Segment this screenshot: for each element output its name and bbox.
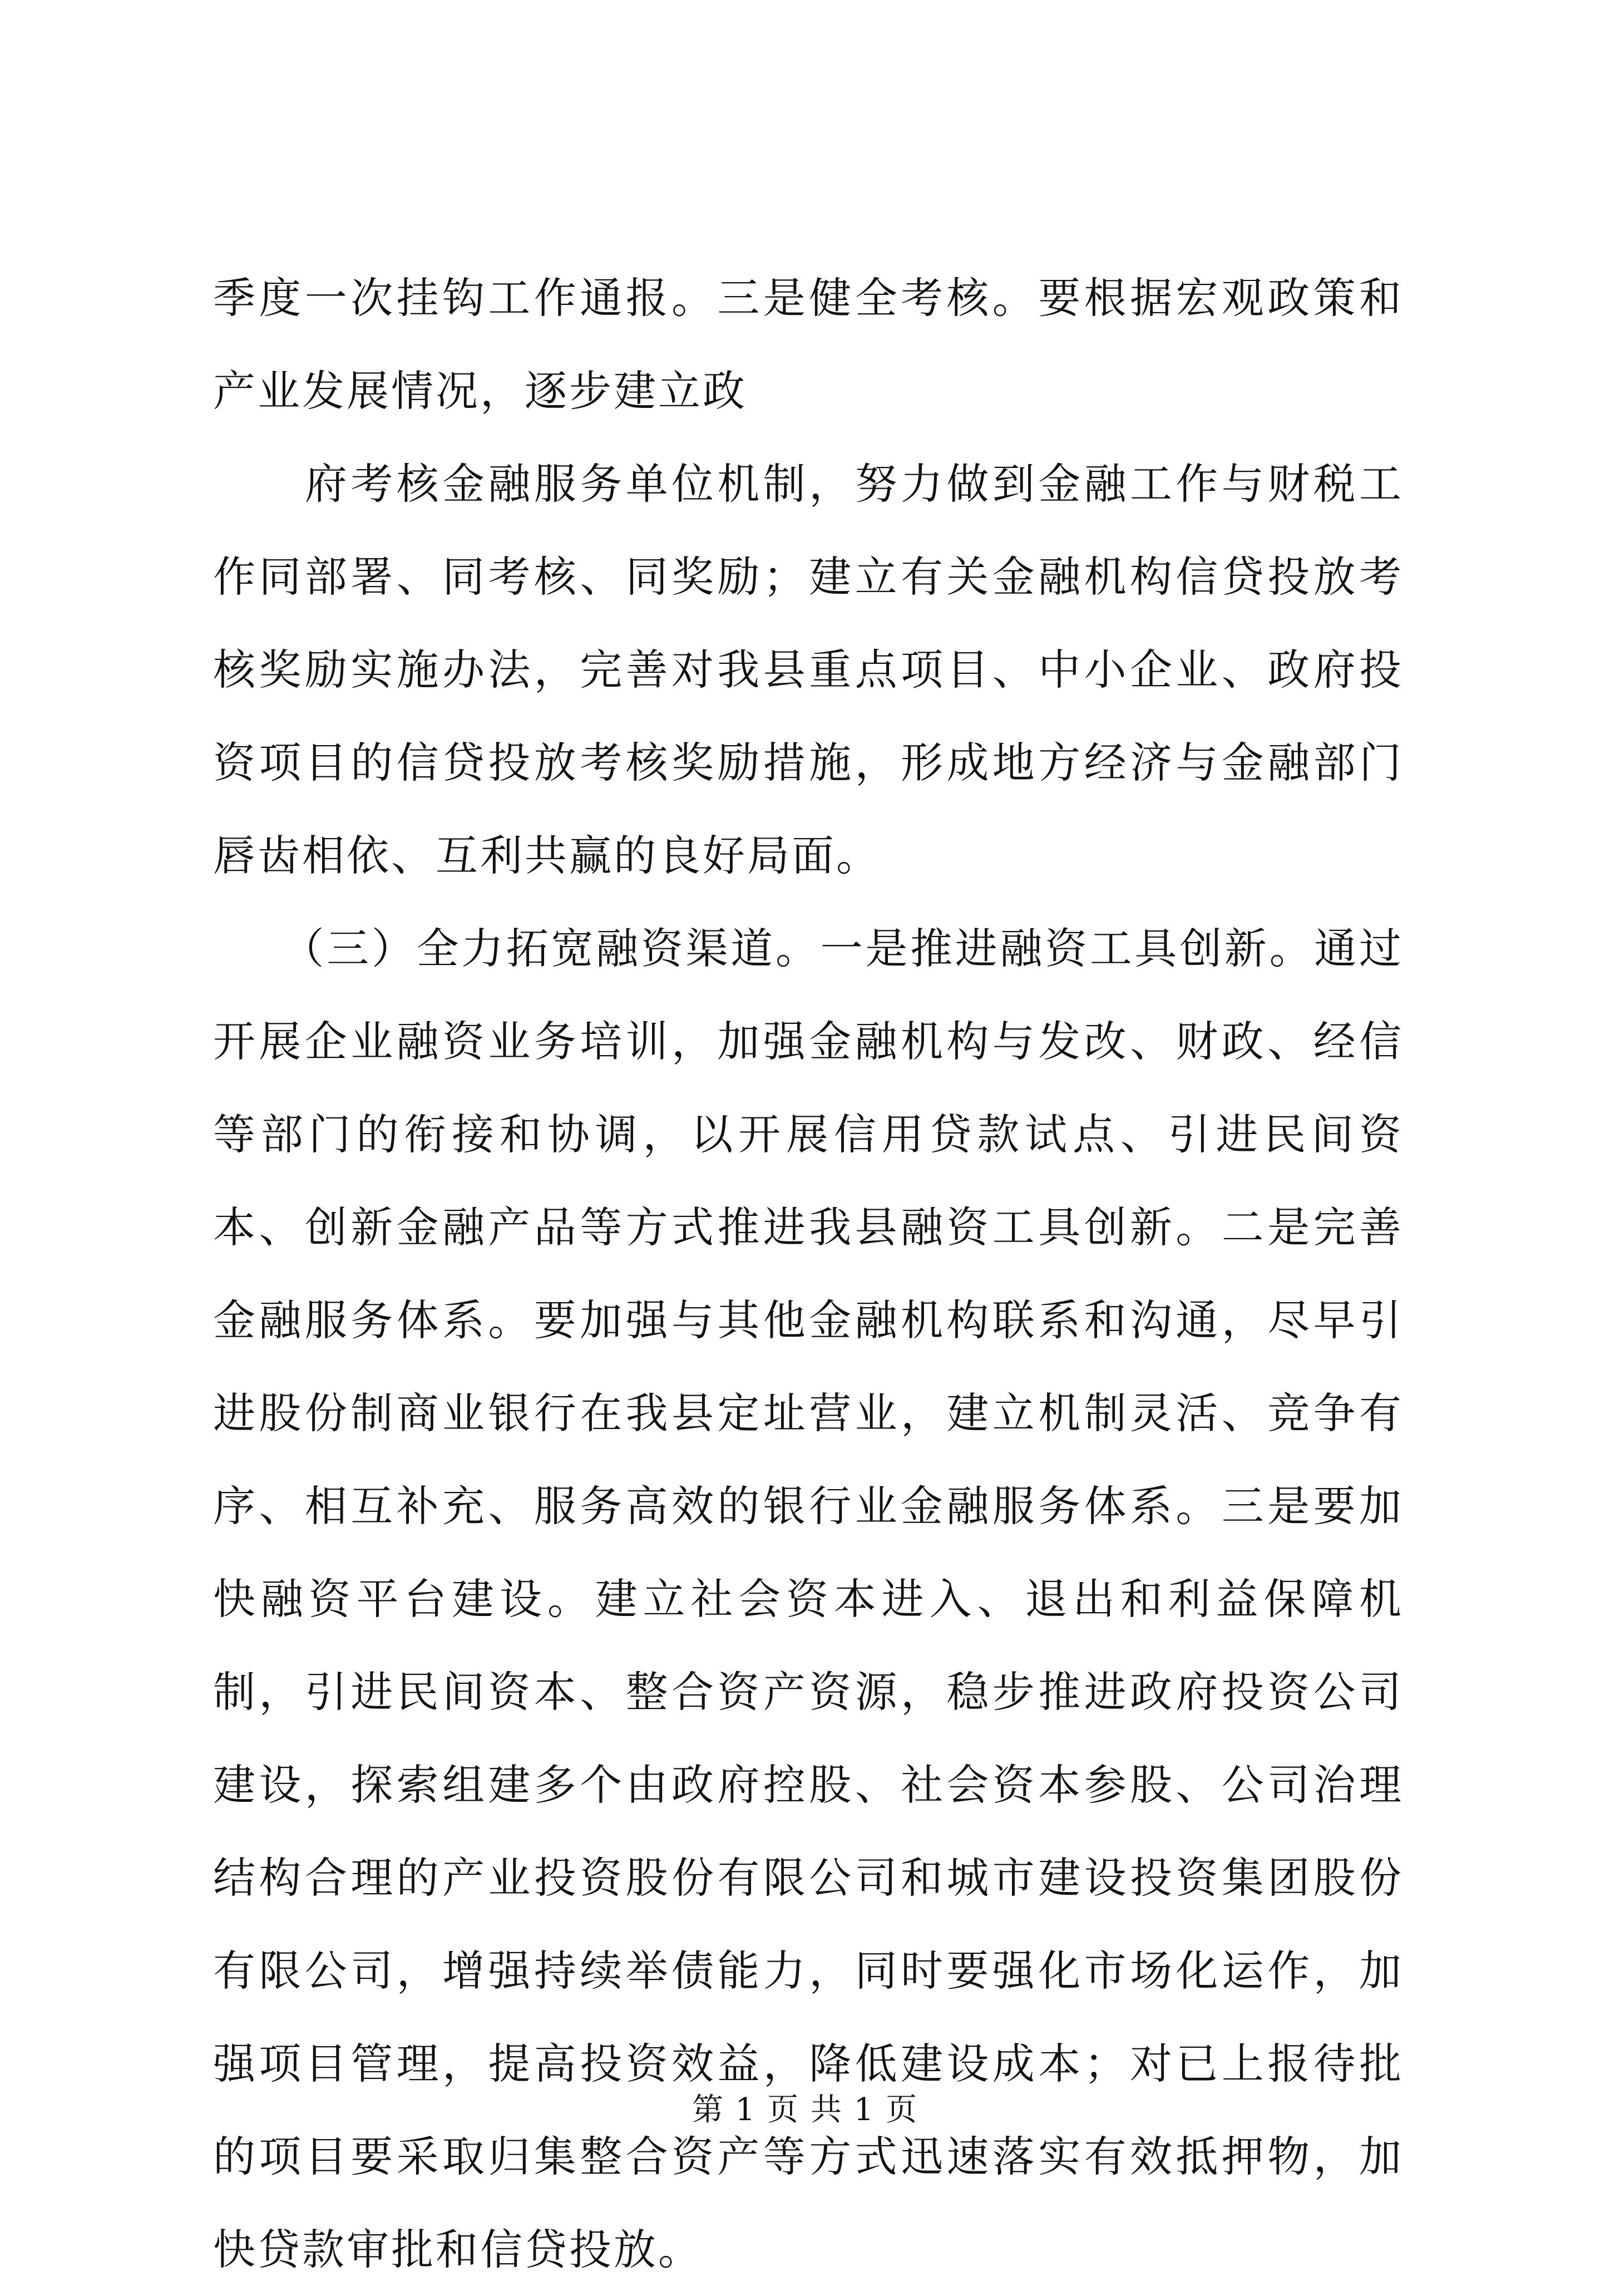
paragraph-2: 府考核金融服务单位机制，努力做到金融工作与财税工作同部署、同考核、同奖励；建立有关金融机构信贷投放考核奖励实施办法，完善对我县重点项目、中小企业、政府投资项目的信贷投放考核奖励措施，形成地方经济与金融部门唇齿相依、互利共赢的良好局面。 <box>213 459 1404 880</box>
document-body <box>213 252 1404 2296</box>
paragraph-1: 季度一次挂钩工作通报。三是健全考核。要根据宏观政策和产业发展情况，逐步建立政 <box>213 273 1404 416</box>
page-footer: 第 1 页 共 1 页 <box>692 2092 918 2128</box>
paragraph-3: （三）全力拓宽融资渠道。一是推进融资工具创新。通过开展企业融资业务培训，加强金融机构与发改、财政、经信等部门的衔接和协调，以开展信用贷款试点、引进民间资本、创新金融产品等方式推进我县融资工具创新。二是完善金融服务体系。要加强与其他金融机构联系和沟通，尽早引进股份制商业银行在我县定址营业，建立机制灵活、竞争有序、相互补充、服务高效的银行业金融服务体系。三是要加快融资平台建设。建立社会资本进入、退出和利益保障机制，引进民间资本、整合资产资源，稳步推进政府投资公司建设，探索组建多个由政府控股、社会资本参股、公司治理结构合理的产业投资股份有限公司和城市建设投资集团股份有限公司，增强持续举债能力，同时要强化市场化运作，加强项目管理，提高投资效益，降低建设成本；对已上报待批的项目要采取归集整合资产等方式迅速落实有效抵押物，加快贷款审批和信贷投放。 <box>213 924 1404 2274</box>
